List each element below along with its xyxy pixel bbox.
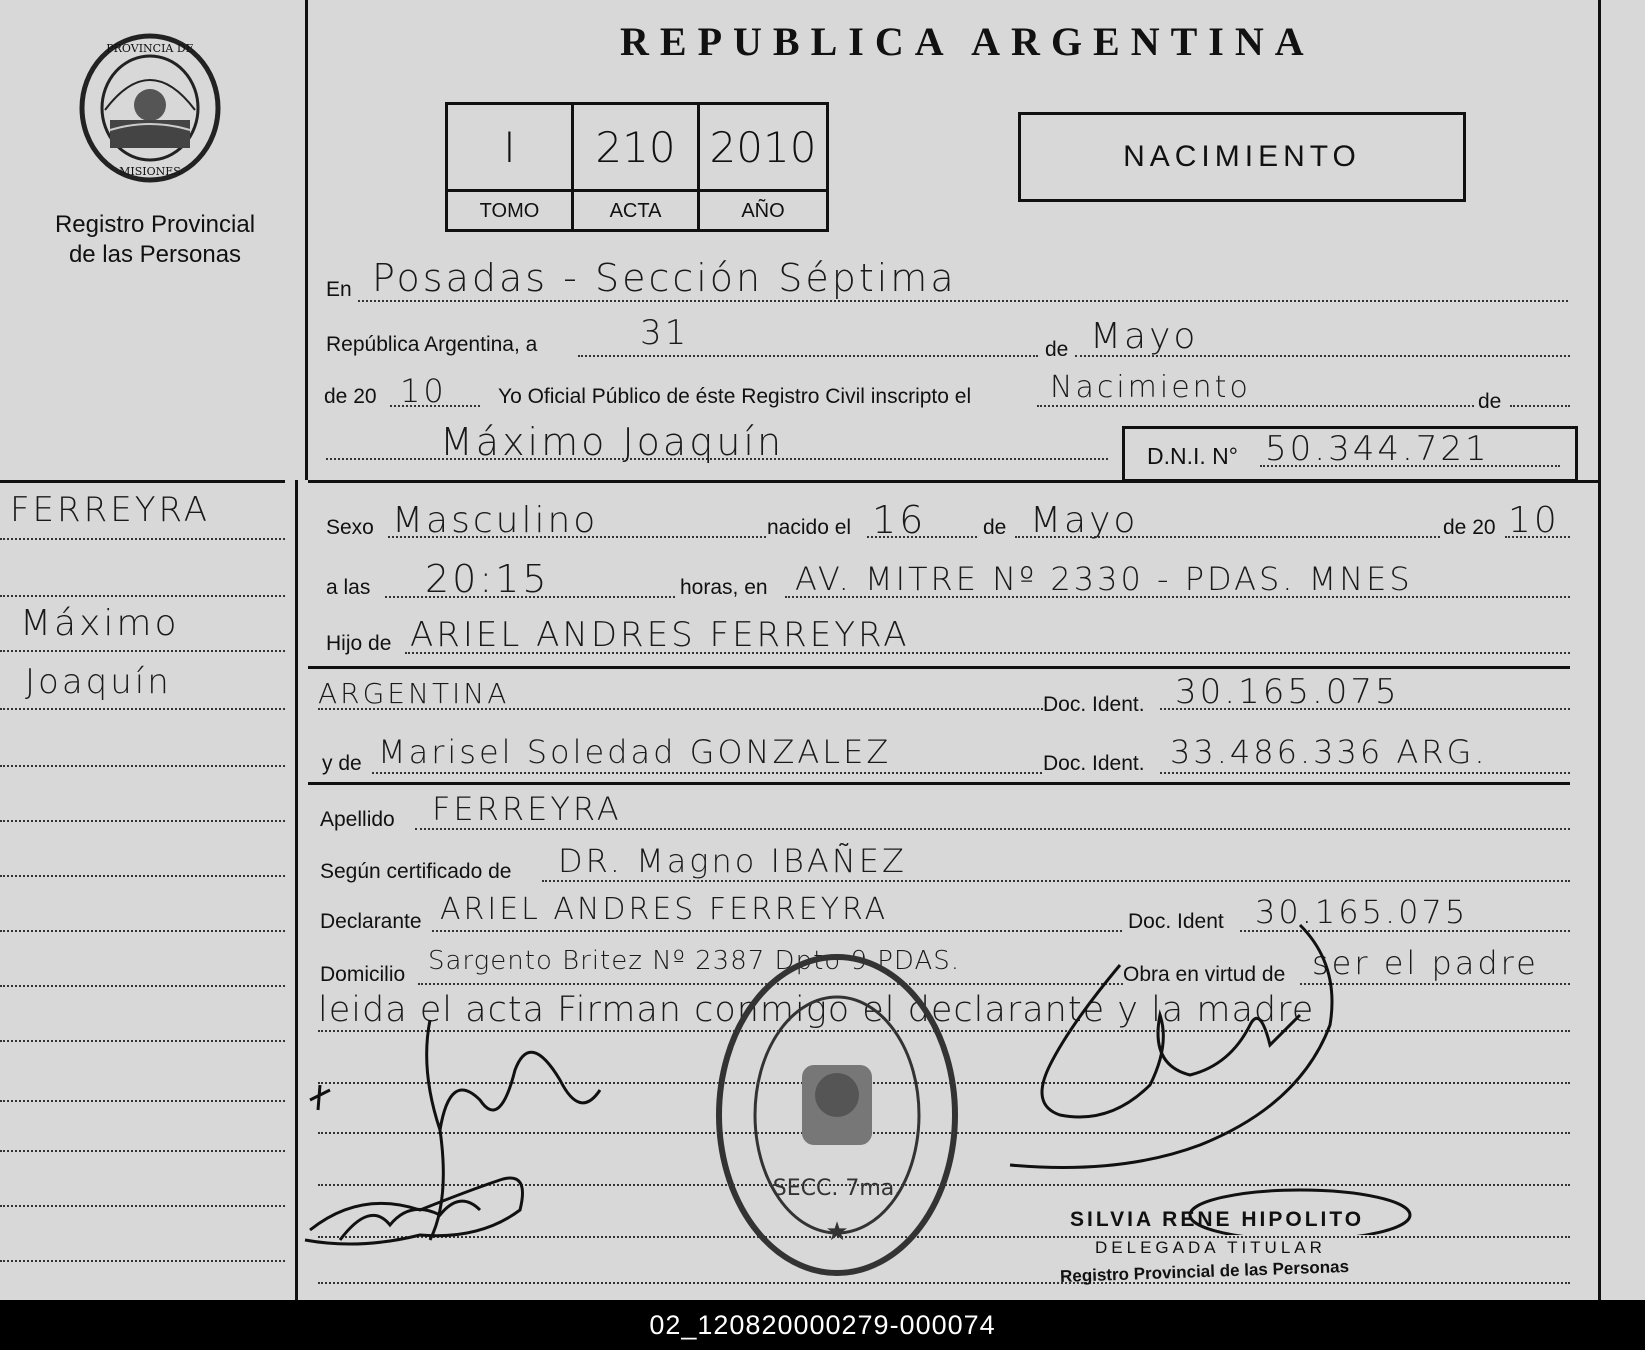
- sidebar-dotted-line: [0, 1100, 285, 1102]
- nacido-label: nacido el: [767, 516, 852, 539]
- madre-doc-value: 33.486.336 ARG.: [1170, 733, 1488, 771]
- nacimiento-box: NACIMIENTO: [1018, 112, 1466, 202]
- tomo-label: TOMO: [448, 189, 571, 232]
- sidebar-note-first-name: Máximo: [20, 603, 180, 644]
- officer-org: Registro Provincial de las Personas: [1059, 1256, 1350, 1287]
- domicilio-value: Sargento Britez Nº 2387 Dpto 9 PDAS.: [428, 946, 961, 976]
- padre-nacionalidad-value: ARGENTINA: [318, 677, 510, 710]
- sidebar-dotted-line: [0, 875, 285, 877]
- madre-value: Marisel Soledad GONZALEZ: [378, 733, 892, 771]
- sidebar-dotted-line: [0, 820, 285, 822]
- sidebar-dotted-line: [0, 650, 285, 652]
- segun-label: Según certificado de: [320, 860, 512, 883]
- mes-value: Mayo: [1090, 316, 1199, 357]
- de-label: de: [1045, 338, 1069, 361]
- padre-doc-value: 30.165.075: [1175, 672, 1400, 712]
- declarante-doc-label: Doc. Ident: [1128, 910, 1224, 933]
- svg-text:PROVINCIA DE: PROVINCIA DE: [106, 42, 194, 55]
- dia-value: 31: [640, 313, 690, 353]
- madre-doc-line: [1160, 772, 1570, 774]
- tomo-acta-anio-box: [445, 102, 829, 232]
- acta-label: ACTA: [574, 189, 697, 232]
- scan-id-footer: 02_120820000279-000074: [0, 1300, 1645, 1350]
- column-divider-lower: [295, 480, 298, 1300]
- tomo-cell: [448, 105, 574, 229]
- dni-label: D.N.I. N°: [1147, 443, 1238, 469]
- registro-line2: de las Personas: [68, 241, 242, 268]
- sexo-label: Sexo: [326, 516, 374, 539]
- madre-doc-label: Doc. Ident.: [1043, 752, 1145, 775]
- yde-label: y de: [322, 752, 362, 775]
- sidebar-dotted-line: [0, 985, 285, 987]
- republica-label: República Argentina, a: [326, 333, 538, 356]
- de-label-2: de: [1478, 390, 1502, 413]
- inscripto-line: [1037, 405, 1474, 407]
- official-stamp: [712, 950, 962, 1280]
- sidebar-dotted-line: [0, 1260, 285, 1262]
- svg-text:SECC. 7ma.: SECC. 7ma.: [772, 1176, 902, 1201]
- blank-line: [318, 1282, 1570, 1284]
- sidebar-note-second-name: Joaquín: [25, 662, 172, 702]
- svg-text:★: ★: [825, 1217, 849, 1247]
- nombre-value: Máximo Joaquín: [440, 420, 785, 464]
- en-line: [358, 300, 1568, 302]
- republica-line: [578, 355, 1038, 357]
- sexo-value: Masculino: [392, 500, 599, 541]
- anio-label: AÑO: [700, 189, 826, 232]
- acta-value: 210: [595, 123, 676, 172]
- right-border: [1598, 0, 1601, 1300]
- hijo-label: Hijo de: [326, 632, 392, 655]
- sidebar-dotted-line: [0, 1205, 285, 1207]
- oficial-label: Yo Oficial Público de éste Registro Civil inscripto el: [498, 385, 972, 408]
- lugar-nac-value: AV. MITRE Nº 2330 - PDAS. MNES: [795, 560, 1413, 598]
- sidebar-note-surname: FERREYRA: [10, 490, 211, 530]
- padre-doc-label: Doc. Ident.: [1043, 693, 1145, 716]
- en-label: En: [326, 278, 352, 301]
- registro-line1: Registro Provincial: [54, 211, 256, 238]
- obra-label: Obra en virtud de: [1123, 963, 1286, 986]
- document-title: REPUBLICA ARGENTINA: [620, 19, 1315, 64]
- lugar-value: Posadas - Sección Séptima: [372, 256, 957, 300]
- certificado-line: [542, 880, 1570, 882]
- registro-provincial-heading: [20, 210, 290, 270]
- apellido-line: [415, 828, 1570, 830]
- sidebar-dotted-line: [0, 765, 285, 767]
- declarante-doc-value: 30.165.075: [1255, 893, 1469, 931]
- de-line-2: [1510, 405, 1570, 407]
- declarante-label: Declarante: [320, 910, 422, 933]
- de-label-3: de: [983, 516, 1007, 539]
- domicilio-label: Domicilio: [320, 963, 406, 986]
- horas-label: horas, en: [680, 576, 768, 599]
- inscripto-value: Nacimiento: [1050, 370, 1251, 405]
- tomo-value: I: [503, 123, 516, 172]
- sidebar-dotted-line: [0, 538, 285, 540]
- section-rule: [308, 480, 1598, 483]
- sidebar-dotted-line: [0, 1150, 285, 1152]
- hora-value: 20:15: [425, 557, 550, 601]
- officer-role: DELEGADA TITULAR: [1095, 1238, 1326, 1257]
- svg-text:MISIONES: MISIONES: [119, 165, 181, 178]
- nac-anio-value: 10: [1508, 500, 1560, 541]
- anio-cell: [700, 105, 826, 229]
- padre-value: ARIEL ANDRES FERREYRA: [410, 615, 910, 655]
- de20b-label: de 20: [1443, 516, 1496, 539]
- sidebar-dotted-line: [0, 1040, 285, 1042]
- column-divider: [305, 0, 308, 480]
- dni-box: [1122, 426, 1578, 482]
- nac-mes-value: Mayo: [1030, 500, 1139, 541]
- madre-line: [372, 772, 1042, 774]
- sidebar-dotted-line: [0, 708, 285, 710]
- leida-value: leida el acta Firman conmigo el declarante y la madre: [318, 990, 1315, 1030]
- obra-value: ser el padre: [1312, 944, 1539, 982]
- official-signature: [1000, 905, 1420, 1235]
- dni-value: 50.344.721: [1265, 429, 1490, 469]
- nac-dia-value: 16: [872, 498, 927, 542]
- apellido-value: FERREYRA: [432, 790, 622, 828]
- acta-cell: [574, 105, 700, 229]
- officer-name: SILVIA RENE HIPOLITO: [1070, 1208, 1365, 1231]
- apellido-label: Apellido: [320, 808, 395, 831]
- anio-value: 2010: [709, 123, 817, 172]
- alas-label: a las: [326, 576, 371, 599]
- declarant-signature: [300, 1010, 640, 1260]
- declarante-value: ARIEL ANDRES FERREYRA: [440, 892, 889, 927]
- de20-label: de 20: [324, 385, 377, 408]
- madre-rule: [308, 782, 1570, 785]
- padre-nac-line: [318, 708, 1043, 710]
- anio-value-handwritten: 10: [400, 372, 447, 410]
- sidebar-dotted-line: [0, 595, 285, 597]
- padre-rule: [308, 666, 1570, 669]
- sidebar-dotted-line: [0, 930, 285, 932]
- certificado-value: DR. Magno IBAÑEZ: [558, 842, 907, 880]
- misiones-seal-logo: [75, 30, 225, 185]
- sidebar-rule: [0, 480, 285, 483]
